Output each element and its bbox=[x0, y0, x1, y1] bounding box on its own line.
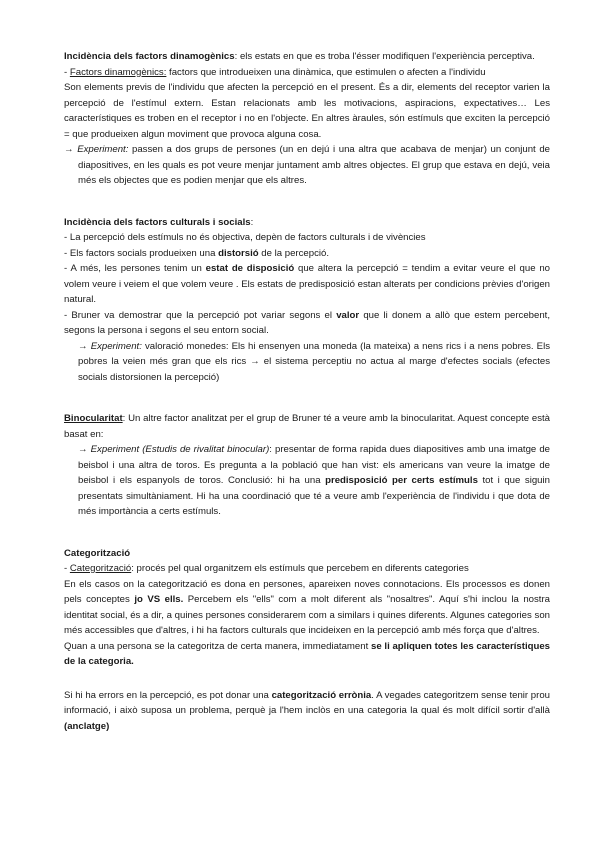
term: Categorització bbox=[69, 563, 132, 574]
document-page bbox=[64, 49, 550, 734]
bullet-culturals-2: - Els factors socials produeixen una distorsió de la percepció. bbox=[64, 247, 330, 259]
paragraph-dinamogenics: Son elements previs de l'individu que afecten la percepció en el present. És a dir, elements del receptor varien la percepció de l'estímul extern. Estan relacionats amb les motivacions, aspiracions, expectatives… Les característiques es troben en el receptor i no en l'objecte. En altres àraules, són estímuls que exciten la percepció = que produeixen algun moviment que provoca alguna cosa. bbox=[64, 82, 550, 140]
term: Factors dinamogènics: bbox=[69, 66, 167, 78]
paragraph-categoritzacio-1: En els casos on la categorització es dona en persones, apareixen noves connotacions. Els processos es donen pels conceptes jo VS ells. Percebem els "ells" com a molt diferent als "nosaltres". Aquí s'hi inclou la nostra identitat social, és a dir, a quines persones considerarem com a similars i quines diferents. Algunes categories son més accessibles que d'altres, i hi ha factors culturals que incideixen en la percepció amb més força que d'altres. bbox=[64, 578, 551, 636]
section-binocularitat: Binocularitat: Un altre factor analitzat per el grup de Bruner té a veure amb la binocularitat. Aquest concepte està basat en: bbox=[64, 413, 550, 440]
bullet-culturals-1: - La percepció dels estímuls no és objectiva, depèn de factors culturals i de vivències bbox=[64, 232, 426, 243]
section-culturals-heading: Incidència dels factors culturals i socials: bbox=[64, 216, 254, 228]
definition-categoritzacio: - Categorització: procés pel qual organitzem els estímuls que percebem en diferents categories bbox=[64, 563, 469, 574]
bullet-culturals-3: - A més, les persones tenim un estat de disposició que altera la percepció = tendim a evitar veure el que no volem veure i veiem el que volem veure . Els estats de predisposició estan alterats per condicions prèvies d'origen natural. bbox=[64, 263, 550, 305]
section-title: Categorització bbox=[64, 547, 131, 559]
definition-dinamogenics: - Factors dinamogènics: factors que introdueixen una dinàmica, que estimulen o afecten a l'individu bbox=[64, 66, 486, 78]
paragraph-categoritzacio-2: Quan a una persona se la categoritza de certa manera, immediatament se li apliquen totes les característiques de la categoria. bbox=[64, 640, 551, 667]
section-categoritzacio-heading bbox=[64, 546, 550, 562]
bullet-culturals-4: - Bruner va demostrar que la percepció pot variar segons el valor que li donem a allò que estem percebent, segons la persona i segons el seu entorn social. bbox=[64, 309, 550, 336]
section-title: Incidència dels factors culturals i socials bbox=[64, 216, 251, 228]
arrow-icon: → bbox=[78, 340, 91, 352]
paragraph-categoritzacio-3: Si hi ha errors en la percepció, es pot donar una categorització errònia. A vegades categoritzem sense tenir prou informació, i això suposa un problema, perquè ja l'hem inclòs en una categoria la qual és molt difícil sortir d'allà (anclatge) bbox=[64, 689, 550, 732]
arrow-icon: → bbox=[64, 144, 78, 155]
experiment-culturals: → Experiment: valoració monedes: Els hi ensenyen una moneda (la mateixa) a nens rics i a nens pobres. Els pobres la veien més gran que els rics → el sistema perceptiu no actua al marge d'efectes socials (efectes socials distorsionen la percepció) bbox=[78, 340, 550, 383]
experiment-dinamogenics: → Experiment: passen a dos grups de persones (un en dejú i una altra que acabava de menjar) un conjunt de diapositives, en les quals es pot veure menjar juntament amb altres objectes. El grup que estava en dejú, veia més els objectes que es podien menjar que els altres. bbox=[64, 144, 550, 186]
section-title: Incidència dels factors dinamogènics bbox=[64, 51, 235, 62]
section-title: Binocularitat bbox=[64, 413, 123, 424]
section-dinamogenics-heading: Incidència dels factors dinamogènics: els estats en que es troba l'ésser modifiquen l'experiència perceptiva. bbox=[64, 51, 535, 62]
arrow-icon: → bbox=[78, 444, 91, 455]
experiment-binocularitat: → Experiment (Estudis de rivalitat binocular): presentar de forma rapida dues diapositives amb una imatge de beisbol i una altra de toros. Es pregunta a la població que han vist: els americans van veure la imatge de beisbol i els espanyols de toros. Conclusió: hi ha una predisposició per certs estímuls tot i que siguin presentats simultàniament. Hi ha una coordinació que té a veure amb l'experiència de l'individu i que dota de més importància a certs estímuls. bbox=[78, 444, 550, 517]
